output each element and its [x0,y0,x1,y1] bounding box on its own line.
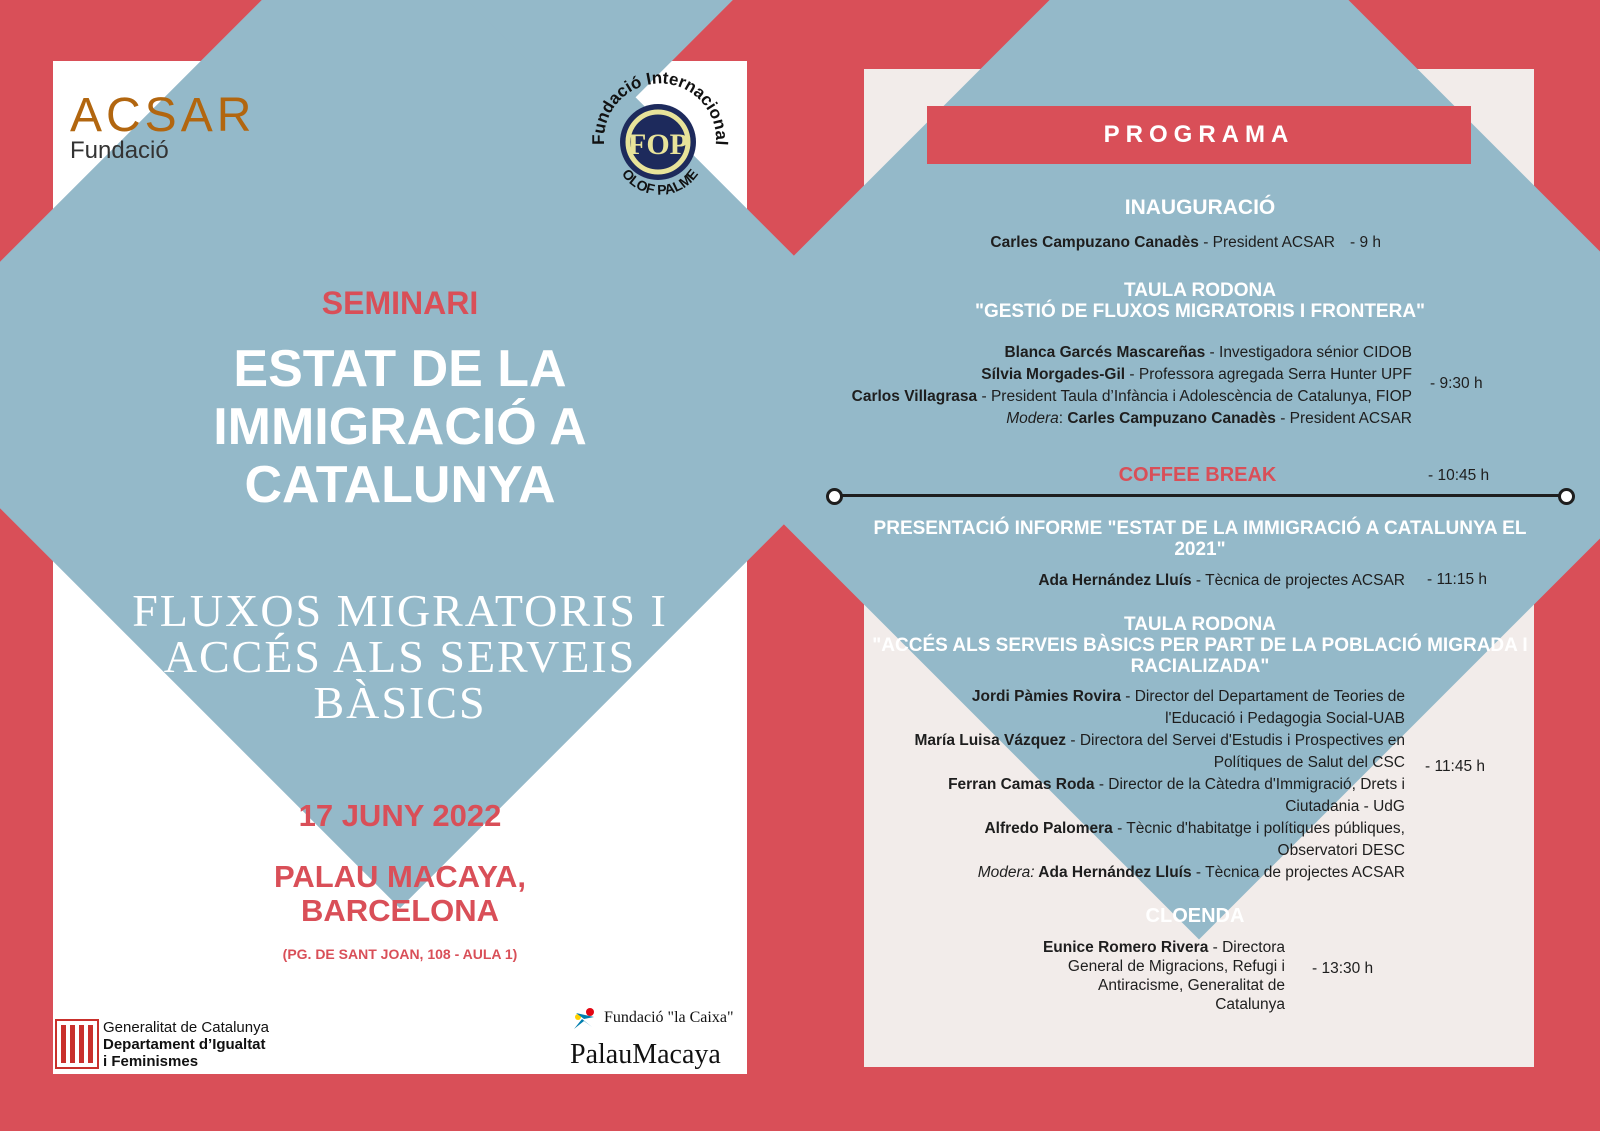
informe-time: - 11:15 h [1427,571,1488,588]
speaker-line [860,686,1405,708]
speaker-role-cont: Ciutadania - UdG [1285,798,1405,815]
venue-address: (PG. DE SANT JOAN, 108 - AULA 1) [282,946,518,962]
moderator-line [860,862,1405,884]
venue-line: PALAU MACAYA, [273,859,527,894]
event-date: 17 JUNY 2022 [298,798,502,833]
subtitle-line: FLUXOS MIGRATORIS I [132,585,668,636]
taula2-title-line: TAULA RODONA [1124,614,1276,635]
main-title-line: CATALUNYA [244,456,556,514]
speaker-name: Jordi Pàmies Rovira [971,688,1121,705]
speaker-role: - Tècnic d'habitatge i polítiques públiques, [1112,820,1405,837]
taula1-speakers [820,342,1412,430]
moderator-sep: : [1058,410,1068,427]
speaker-line [860,818,1405,840]
subtitle-line: ACCÉS ALS SERVEIS [163,631,637,682]
moderator-line [820,408,1412,430]
speaker-role-cont: General de Migracions, Refugi i [1067,958,1285,975]
inauguracio-time: - 9 h [1350,234,1382,251]
speaker-role: - Professora agregada Serra Hunter UPF [1125,366,1412,383]
inauguracio-title: INAUGURACIÓ [1124,196,1276,219]
moderator-name: Carles Campuzano Canadès [1067,410,1276,427]
speaker-name: Ada Hernández Lluís [1038,572,1192,589]
timeline-node-right [1558,488,1575,505]
generalitat-line2: Departament d’Igualtat [103,1036,266,1053]
cloenda-speaker [1000,938,1285,1014]
speaker-role: - Investigadora sénior CIDOB [1205,344,1412,361]
speaker-name: Carles Campuzano Canadès [990,234,1199,251]
speaker-name: Alfredo Palomera [984,820,1113,837]
speaker-role: - Director de la Càtedra d'Immigració, Drets i [1094,776,1405,793]
fiop-emblem-icon [585,64,735,214]
taula2-title [860,614,1540,677]
speaker-line [860,730,1405,752]
moderator-name: Ada Hernández Lluís [1034,864,1192,881]
speaker-name: María Luisa Vázquez [914,732,1067,749]
caixa-line1: Fundació "la Caixa" [604,1009,734,1026]
fiop-logo [585,64,735,214]
venue [90,860,710,928]
informe-speaker [900,572,1405,590]
informe-title-line: PRESENTACIÓ INFORME "ESTAT DE LA IMMIGRACIÓ A CATALUNYA EL [873,518,1527,539]
speaker-role: - Directora del Servei d'Estudis i Prospectives en [1066,732,1405,749]
generalitat-line1: Generalitat de Catalunya [103,1019,269,1036]
speaker-role: - Directora [1208,939,1285,956]
moderator-label: Modera: [977,864,1035,881]
speaker-role-cont: Catalunya [1215,996,1285,1013]
speaker-line [860,774,1405,796]
speaker-role: - Tècnica de projectes ACSAR [1191,572,1405,589]
generalitat-logo [53,1015,323,1073]
speaker-line [820,364,1412,386]
cloenda-title: CLOENDA [1145,905,1245,927]
coffee-break-title: COFFEE BREAK [1118,464,1277,486]
venue-line: BARCELONA [300,893,500,928]
cloenda-time: - 13:30 h [1312,960,1374,977]
speaker-name: Carlos Villagrasa [851,388,978,405]
taula1-title-line: "GESTIÓ DE FLUXOS MIGRATORIS I FRONTERA" [974,301,1426,322]
subtitle-line: BÀSICS [313,677,487,728]
main-title [90,340,710,514]
taula1-title-line: TAULA RODONA [1124,280,1276,301]
taula1-time: - 9:30 h [1430,375,1483,392]
generalitat-emblem-icon [55,1019,99,1069]
fiop-bottom-text: OLOF PALME [618,165,701,198]
main-title-line: ESTAT DE LA [233,340,567,398]
speaker-role-cont: Antiracisme, Generalitat de [1098,977,1285,994]
speaker-line [820,342,1412,364]
seminar-kicker: SEMINARI [321,285,479,321]
inauguracio-speaker [900,234,1335,252]
speaker-role: - Director del Departament de Teories de [1120,688,1405,705]
speaker-role-cont: Polítiques de Salut del CSC [1213,754,1405,771]
coffee-break-time: - 10:45 h [1428,467,1490,484]
informe-title [850,518,1550,560]
program-header [927,106,1471,164]
informe-title-line: 2021" [1174,539,1226,560]
speaker-name: Eunice Romero Rivera [1042,939,1209,956]
acsar-logo-sub: Fundació [70,137,169,164]
main-title-line: IMMIGRACIÓ A [213,398,587,456]
speaker-line [1000,938,1285,957]
speaker-name: Sílvia Morgades-Gil [981,366,1126,383]
acsar-logo [70,88,260,165]
subtitle [90,585,710,728]
moderator-role: - Tècnica de projectes ACSAR [1191,864,1405,881]
timeline-node-left [826,488,843,505]
generalitat-line3: i Feminismes [103,1053,199,1070]
caixa-line2: PalauMacaya [570,1039,721,1070]
caixa-star-icon [570,1007,598,1031]
moderator-role: - President ACSAR [1275,410,1412,427]
caixa-logo [570,1005,745,1071]
speaker-name: Blanca Garcés Mascareñas [1004,344,1206,361]
speaker-role-cont: l'Educació i Pedagogia Social-UAB [1165,710,1405,727]
speaker-line [820,386,1412,408]
taula2-time: - 11:45 h [1425,758,1486,775]
fiop-arc-text: Fundació Internacional [588,68,732,146]
taula2-speakers [860,686,1405,884]
fiop-initials: FOP [628,128,688,161]
taula1-title [860,280,1540,322]
taula2-title-line: RACIALIZADA" [1130,656,1270,677]
timeline-divider [834,494,1566,497]
speaker-role-cont: Observatori DESC [1277,842,1405,859]
speaker-role: - President Taula d’Infància i Adolescència de Catalunya, FIOP [977,388,1412,405]
acsar-logo-name: ACSAR [70,89,256,142]
program-header-label: PROGRAMA [1103,121,1295,148]
speaker-role: - President ACSAR [1198,234,1335,251]
speaker-name: Ferran Camas Roda [948,776,1095,793]
taula2-title-line: "ACCÉS ALS SERVEIS BÀSICS PER PART DE LA POBLACIÓ MIGRADA I [872,635,1528,656]
moderator-label: Modera [1006,410,1059,427]
